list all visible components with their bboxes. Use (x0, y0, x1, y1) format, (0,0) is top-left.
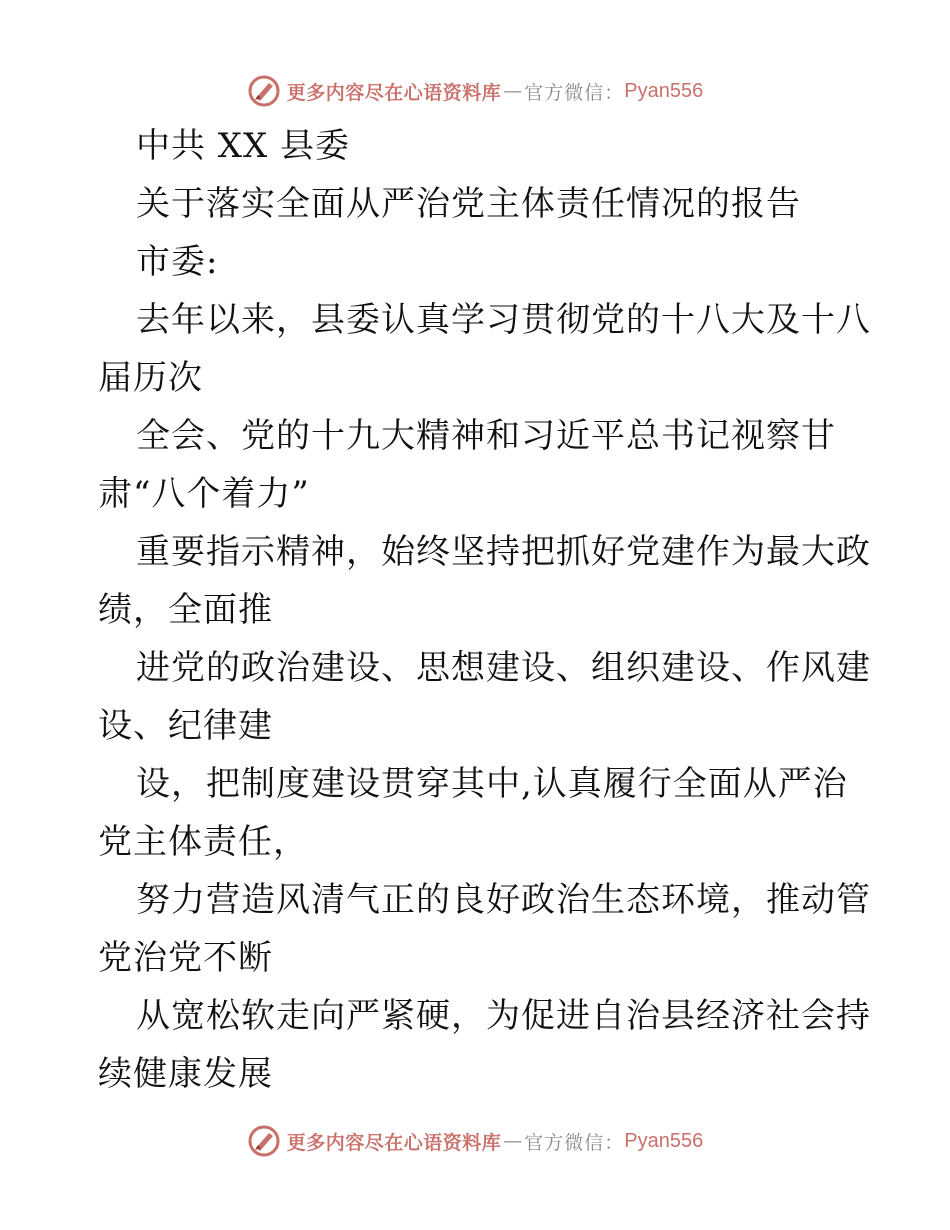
document-line: 进党的政治建设、思想建设、组织建设、作风建 (136, 648, 871, 688)
document-line: 全会、党的十九大精神和习近平总书记视察甘 (136, 416, 836, 456)
document-line: 从宽松软走向严紧硬，为促进自治县经济社会持 (136, 996, 871, 1036)
footer-watermark (0, 1121, 950, 1161)
header-watermark (0, 71, 950, 111)
watermark-brand: 更多内容尽在心语资料库 (286, 81, 502, 104)
watermark-separator: — (503, 1130, 523, 1152)
watermark-label: 官方微信： (524, 1131, 625, 1154)
document-line: 党治党不断 (98, 938, 273, 978)
document-line: 努力营造风清气正的良好政治生态环境，推动管 (136, 880, 871, 920)
document-line: 党主体责任， (98, 822, 308, 862)
watermark-wechat-id: Pyan556 (624, 79, 704, 102)
document-line: 绩，全面推 (98, 590, 273, 630)
document-line: 届历次 (98, 358, 203, 398)
document-line: 关于落实全面从严治党主体责任情况的报告 (136, 184, 801, 224)
watermark-label: 官方微信： (524, 81, 625, 104)
document-line: 市委: (136, 242, 219, 282)
document-line: 中共 XX 县委 (136, 126, 351, 166)
document-line: 肃“八个着力” (98, 474, 310, 514)
watermark-wechat-id: Pyan556 (624, 1129, 704, 1152)
document-line: 重要指示精神，始终坚持把抓好党建作为最大政 (136, 532, 871, 572)
brand-logo-icon (247, 1124, 281, 1158)
watermark-brand: 更多内容尽在心语资料库 (286, 1131, 502, 1154)
document-body (98, 117, 871, 1103)
document-line: 设、纪律建 (98, 706, 273, 746)
document-line: 设，把制度建设贯穿其中,认真履行全面从严治 (136, 764, 848, 804)
document-line: 续健康发展 (98, 1054, 273, 1094)
document-line: 去年以来，县委认真学习贯彻党的十八大及十八 (136, 300, 871, 340)
brand-logo-icon (247, 74, 281, 108)
watermark-separator: — (503, 80, 523, 102)
